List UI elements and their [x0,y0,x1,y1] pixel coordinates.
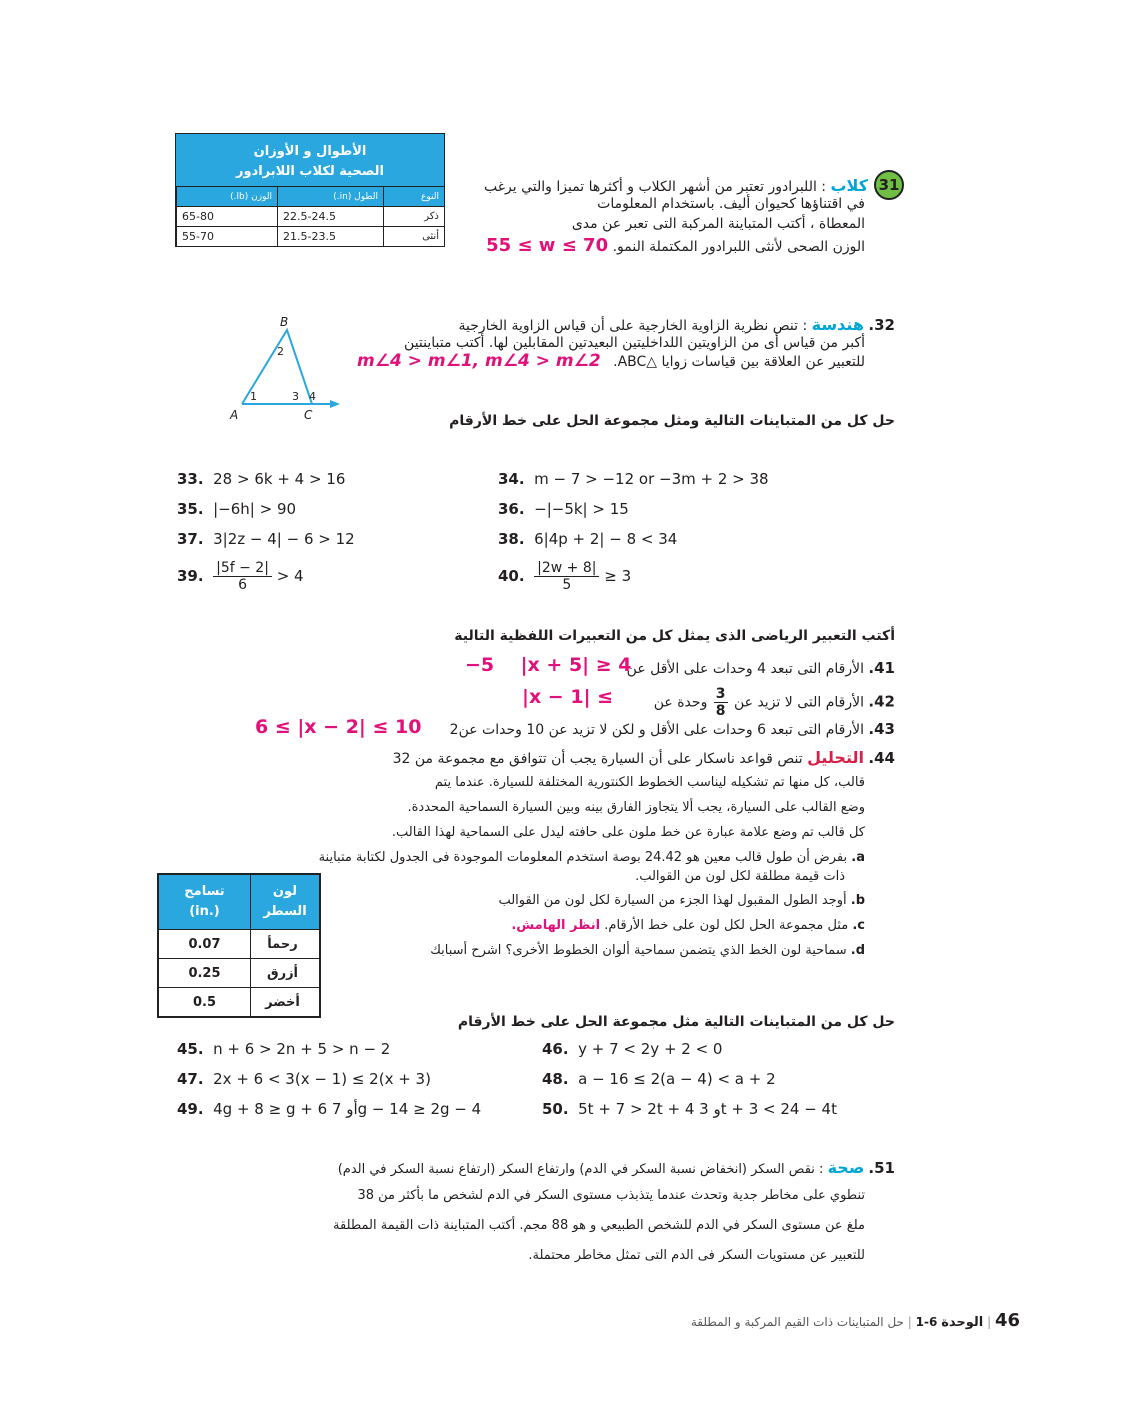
table-row [159,988,320,1017]
tol-cell: 0.25 [159,959,251,988]
section-1-title: حل كل من المتباينات التالية ومثل مجموعة الحل على خط الأرقام [449,413,895,429]
table-row [177,207,445,227]
col-type-header: النوع [384,187,445,207]
dog-table [175,133,445,247]
tol-header: تسامح (in.) [159,875,251,930]
exercise-39: 39. $\frac{|5f - 2|}{6}$ > 4 [177,560,304,593]
problem-32-number: 32. [868,316,895,334]
see-margin-link: انظر الهامش. [511,918,601,933]
problem-44-part-a-line2: ذات قيمة مطلقة لكل لون من القوالب. [635,869,845,884]
section-3-title: حل كل من المتباينات التالية مثل مجموعة الحل على خط الأرقام [457,1014,895,1030]
table-row [177,187,445,207]
problem-51-line3: ملغ عن مستوى السكر في الدم للشخص الطبيعي و هو 88 مجم. أكتب المتباينة ذات القيمة المطلقة [333,1218,865,1233]
col-weight-header: الوزن (lb.) [177,187,278,207]
exercise-37: 37. 3|2z − 4| − 6 > 12 [177,530,355,548]
angle-4: 4 [309,390,316,403]
problem-44-line2: قالب، كل منها تم تشكيله ليناسب الخطوط الكنتورية المختلفة للسيارة. عندما يتم [434,775,865,790]
lesson-number: 1-6 [915,1315,938,1329]
problem-42-answer: |x − 1| ≤ [522,686,614,708]
problem-31-line1: كلاب : اللبرادور تعتبر من أشهر الكلاب و أكثرها تميزا والتي يرغب [483,176,868,195]
problem-31-number: 31 [874,170,904,200]
problem-44-part-b: b. أوجد الطول المقبول لهذا الجزء من السيارة لكل لون من القوالب [498,893,865,908]
problem-31-label: كلاب [830,176,868,195]
exercise-35: 35. |−6h| > 90 [177,500,297,518]
exercise-45: 45. n + 6 > 2n + 5 > n − 2 [177,1040,391,1058]
color-cell: أخضر [251,988,320,1017]
problem-51-line2: تنطوي على مخاطر جدية وتحدث عندما يتذبذب مستوى السكر في الدم لشخص ما بأكثر من 38 [357,1188,865,1203]
problem-31-answer: 55 ≤ w ≤ 70 [486,235,609,256]
type-cell: أنثى [384,227,445,247]
problem-42: 42. الأرقام التى لا تزيد عن $\frac{3}{8}$ وحدة عن [653,686,895,719]
problem-32-line3: للتعبير عن العلاقة بين قياسات زوايا △ABC. [613,354,865,370]
lesson-title: حل المتباينات ذات القيم المركبة و المطلقة [690,1315,904,1329]
exercise-49: 49. 4g + 8 ≥ g + 6 أو 7g − 14 ≥ 2g − 4 [177,1100,482,1118]
problem-44-part-a: a. بفرض أن طول قالب معين هو 24.42 بوصة استخدم المعلومات الموجودة فى الجدول لكتابة متباينة [318,850,865,865]
tolerance-table [157,873,321,1018]
problem-44-label: التحليل [807,748,864,767]
page-number: 46 [994,1310,1020,1331]
table-row [159,930,320,959]
problem-31-line4: الوزن الصحى لأنثى اللبرادور المكتملة النمو. 55 ≤ w ≤ 70 [486,235,865,256]
exercise-36: 36. −|−5k| > 15 [498,500,629,518]
length-cell: 21.5-23.5 [278,227,384,247]
exercise-50: 50. 5t + 7 > 2t + 4 و 3t + 3 < 24 − 4t [542,1100,837,1118]
vertex-b: B [280,315,289,329]
problem-43: 43. الأرقام التى تبعد 6 وحدات على الأقل و لكن لا تزيد عن 10 وحدات عن2 [449,720,895,738]
angle-2: 2 [277,345,284,358]
weight-cell: 65-80 [177,207,278,227]
problem-32-line2: أكبر من قياس أى من الزاويتين اللداخليتين البعيدتين المقابلين لها. أكتب متباينتين [404,335,865,351]
problem-41: 41. الأرقام التى تبعد 4 وحدات على الأقل عن [626,659,895,677]
problem-44-line1: 44. التحليل تنص قواعد ناسكار على أن السيارة يجب أن تتوافق مع مجموعة من 32 [392,748,895,767]
exercise-47: 47. 2x + 6 < 3(x − 1) ≤ 2(x + 3) [177,1070,431,1088]
angle-3: 3 [292,390,299,403]
problem-51-label: صحة [827,1158,865,1177]
footer: 46 | الوحدة 1-6 | حل المتباينات ذات القيم المركبة و المطلقة [690,1310,1020,1331]
exercise-40: 40. $\frac{|2w + 8|}{5}$ ≥ 3 [498,560,632,593]
table-row [159,959,320,988]
color-cell: رحمأ [251,930,320,959]
table-row [177,227,445,247]
type-cell: ذكر [384,207,445,227]
section-2-title: أكتب التعبير الرياضى الذى يمثل كل من التعبيرات اللفظية التالية [454,628,895,644]
exercise-48: 48. a − 16 ≤ 2(a − 4) < a + 2 [542,1070,776,1088]
arrow-icon [330,400,340,408]
color-cell: أزرق [251,959,320,988]
exercise-33: 33. 28 > 6k + 4 > 16 [177,470,346,488]
exercise-46: 46. y + 7 < 2y + 2 < 0 [542,1040,723,1058]
fraction-3-8: $\frac{3}{8}$ [715,686,726,719]
col-length-header: الطول (in.) [278,187,384,207]
problem-44-part-c: c. مثل مجموعة الحل لكل لون على خط الأرقام. انظر الهامش. [511,918,865,933]
angle-1: 1 [250,390,257,403]
problem-32-line1: 32. هندسة : تنص نظرية الزاوية الخارجية على أن قياس الزاوية الخارجية [458,315,895,334]
exercise-38: 38. 6|4p + 2| − 8 < 34 [498,530,678,548]
problem-31-line2: في اقتناؤها كحيوان أليف. باستخدام المعلومات [597,196,865,212]
problem-51-line1: 51. صحة : نقص السكر (انخفاض نسبة السكر في الدم) وارتفاع السكر (ارتفاع نسبة السكر في الدم) [337,1158,895,1177]
vertex-c: C [304,408,313,422]
unit-label: الوحدة [941,1315,984,1330]
dog-table-grid [176,186,444,246]
tol-cell: 0.5 [159,988,251,1017]
problem-44-line3: وضع القالب على السيارة، يجب ألا يتجاوز الفارق بينه وبين السيارة السماحية المحددة. [407,800,865,815]
problem-32-answer: m∠4 > m∠1, m∠4 > m∠2 [357,351,601,371]
weight-cell: 55-70 [177,227,278,247]
table-row [159,875,320,930]
tol-cell: 0.07 [159,930,251,959]
dog-table-title: الأطوال و الأوزان الصحية لكلاب اللابرادور [176,134,444,186]
problem-41-answer: −5 |x + 5| ≥ 4 [465,654,632,676]
color-header: لون السطر [251,875,320,930]
problem-31-line3: المعطاة ، أكتب المتباينة المركبة التى تعبر عن مدى [571,216,865,232]
problem-44-part-d: d. سماحية لون الخط الذي يتضمن سماحية ألوان الخطوط الأخرى؟ اشرح أسبابك [430,943,865,958]
problem-51-line4: للتعبير عن مستويات السكر فى الدم التى تمثل مخاطر محتملة. [528,1248,865,1263]
length-cell: 22.5-24.5 [278,207,384,227]
vertex-a: A [230,408,239,422]
triangle-diagram [222,312,347,424]
problem-44-line4: كل قالب تم وضع علامة عبارة عن خط ملون على حافته ليدل على السماحية لهذا القالب. [391,825,865,840]
exercise-34: 34. m − 7 > −12 or −3m + 2 > 38 [498,470,769,488]
problem-32-label: هندسة [811,315,864,334]
problem-43-answer: 6 ≤ |x − 2| ≤ 10 [255,716,422,738]
